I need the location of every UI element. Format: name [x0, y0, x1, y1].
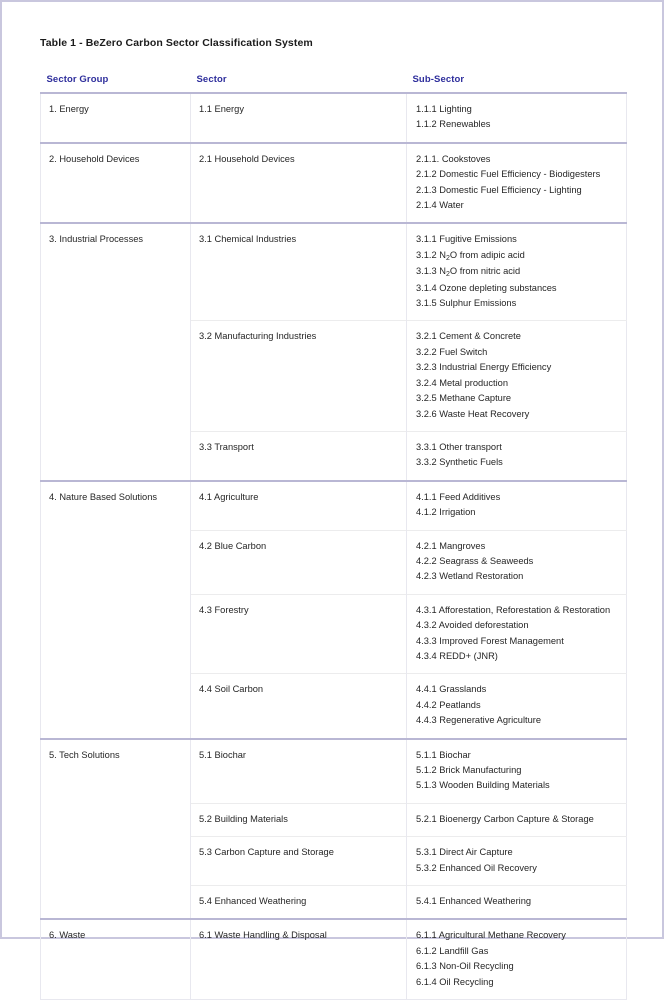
sub-sector-item: 2.1.3 Domestic Fuel Efficiency - Lighting: [416, 184, 582, 195]
sub-sector-item: 2.1.1. Cookstoves: [416, 153, 491, 164]
cell-sector: 2.1 Household Devices: [191, 143, 407, 224]
sector-group-label: 1. Energy: [49, 104, 89, 114]
sub-sector-item: 3.2.3 Industrial Energy Efficiency: [416, 362, 552, 373]
sub-sector-item: 4.3.4 REDD+ (JNR): [416, 650, 498, 661]
sub-sector-item: 2.1.2 Domestic Fuel Efficiency - Biodigesters: [416, 169, 601, 180]
sector-group-label: 2. Household Devices: [49, 153, 140, 164]
sub-sector-item: 3.2.5 Methane Capture: [416, 393, 512, 404]
table-row: [41, 739, 627, 804]
sub-sector-item: 3.2.1 Cement & Concrete: [416, 331, 521, 342]
table-row: [41, 919, 627, 999]
sub-sector-item: 4.3.3 Improved Forest Management: [416, 635, 564, 646]
sector-group-label: 4. Nature Based Solutions: [49, 491, 158, 502]
sector-classification-table: [40, 74, 627, 1000]
table-row: [41, 93, 627, 143]
cell-sub-sector-list: [407, 739, 627, 804]
cell-sector: 5.4 Enhanced Weathering: [191, 886, 407, 920]
cell-sub-sector-list: [407, 321, 627, 431]
sub-sector-item: 4.2.1 Mangroves: [416, 540, 486, 551]
table-row: [41, 481, 627, 530]
sub-sector-item: 4.1.2 Irrigation: [416, 507, 476, 518]
cell-sector: 4.1 Agriculture: [191, 481, 407, 530]
table-header-row: [41, 74, 627, 93]
sub-sector-item: 2.1.4 Water: [416, 200, 464, 211]
cell-sub-sector-list: [407, 803, 627, 836]
sub-sector-item: 6.1.2 Landfill Gas: [416, 945, 489, 956]
sub-sector-item: 3.2.6 Waste Heat Recovery: [416, 408, 530, 419]
cell-sector-group: [41, 223, 191, 480]
sub-sector-item: 4.2.2 Seagrass & Seaweeds: [416, 555, 534, 566]
cell-sector: 3.2 Manufacturing Industries: [191, 321, 407, 431]
cell-sector-group: [41, 919, 191, 999]
cell-sector: 4.4 Soil Carbon: [191, 674, 407, 739]
cell-sector-group: [41, 739, 191, 920]
table-header: [41, 74, 627, 93]
sub-sector-item: 1.1.1 Lighting: [416, 104, 472, 114]
sub-sector-item: 3.1.5 Sulphur Emissions: [416, 298, 517, 309]
sub-sector-item: 6.1.4 Oil Recycling: [416, 976, 494, 987]
cell-sub-sector-list: [407, 594, 627, 674]
cell-sector: 1.1 Energy: [191, 93, 407, 143]
cell-sector: 5.2 Building Materials: [191, 803, 407, 836]
cell-sector: 5.3 Carbon Capture and Storage: [191, 837, 407, 886]
sector-group-label: 3. Industrial Processes: [49, 234, 144, 245]
cell-sector: 4.3 Forestry: [191, 594, 407, 674]
column-header-sector: Sector: [196, 74, 227, 85]
cell-sector-group: [41, 93, 191, 143]
cell-sub-sector-list: [407, 223, 627, 321]
table-row: [41, 143, 627, 224]
sub-sector-item: 3.1.4 Ozone depleting substances: [416, 282, 557, 293]
cell-sector-group: [41, 481, 191, 739]
sub-sector-item: 1.1.2 Renewables: [416, 119, 491, 130]
cell-sub-sector-list: [407, 530, 627, 594]
column-header-sector-group: Sector Group: [46, 74, 109, 85]
sub-sector-item: 3.2.2 Fuel Switch: [416, 346, 488, 357]
column-header-sub-sector: Sub-Sector: [412, 74, 465, 85]
sub-sector-item: 4.4.2 Peatlands: [416, 699, 481, 710]
sub-sector-item: 4.4.1 Grasslands: [416, 684, 487, 695]
sub-sector-item: 4.3.2 Avoided deforestation: [416, 620, 529, 631]
cell-sub-sector-list: [407, 143, 627, 224]
sub-sector-item: 5.1.2 Brick Manufacturing: [416, 765, 522, 775]
sub-sector-item: 5.3.2 Enhanced Oil Recovery: [416, 862, 537, 873]
cell-sector: 4.2 Blue Carbon: [191, 530, 407, 594]
cell-sector: 3.1 Chemical Industries: [191, 223, 407, 321]
sub-sector-item: 6.1.1 Agricultural Methane Recovery: [416, 930, 566, 941]
cell-sector: 6.1 Waste Handling & Disposal: [191, 919, 407, 999]
sub-sector-item: 6.1.3 Non-Oil Recycling: [416, 961, 514, 972]
cell-sub-sector-list: [407, 919, 627, 999]
cell-sub-sector-list: [407, 93, 627, 143]
cell-sector: 3.3 Transport: [191, 431, 407, 480]
sub-sector-item: 5.1.3 Wooden Building Materials: [416, 780, 550, 791]
table-row: [41, 223, 627, 321]
sub-sector-item: 3.1.3 $N_2O$ from nitric acid: [416, 266, 521, 279]
sector-group-label: 5. Tech Solutions: [49, 749, 120, 760]
sub-sector-item: 5.3.1 Direct Air Capture: [416, 847, 513, 858]
sub-sector-item: 5.1.1 Biochar: [416, 749, 471, 760]
sub-sector-item: 3.1.2 $N_2O$ from adipic acid: [416, 249, 525, 262]
sub-sector-item: 4.2.3 Wetland Restoration: [416, 571, 524, 582]
page-content: [2, 2, 662, 1000]
cell-sub-sector-list: [407, 431, 627, 480]
sub-sector-item: 3.3.1 Other transport: [416, 441, 502, 452]
subscript: 2: [445, 254, 450, 262]
cell-sub-sector-list: [407, 481, 627, 530]
table-body: [41, 93, 627, 1000]
cell-sub-sector-list: [407, 837, 627, 886]
cell-sector-group: [41, 143, 191, 224]
sub-sector-item: 4.3.1 Afforestation, Reforestation & Restoration: [416, 604, 611, 615]
sub-sector-item: 4.1.1 Feed Additives: [416, 491, 501, 502]
sub-sector-item: 5.4.1 Enhanced Weathering: [416, 896, 532, 907]
sub-sector-item: 4.4.3 Regenerative Agriculture: [416, 715, 542, 726]
page-title: Table 1 - BeZero Carbon Sector Classification System: [40, 37, 313, 49]
cell-sub-sector-list: [407, 886, 627, 920]
subscript: 2: [445, 271, 450, 279]
cell-sub-sector-list: [407, 674, 627, 739]
sub-sector-item: 3.1.1 Fugitive Emissions: [416, 234, 517, 245]
sub-sector-item: 5.2.1 Bioenergy Carbon Capture & Storage: [416, 813, 594, 824]
cell-sector: 5.1 Biochar: [191, 739, 407, 804]
sub-sector-item: 3.2.4 Metal production: [416, 377, 508, 388]
sub-sector-item: 3.3.2 Synthetic Fuels: [416, 457, 503, 468]
sector-group-label: 6. Waste: [49, 930, 86, 941]
